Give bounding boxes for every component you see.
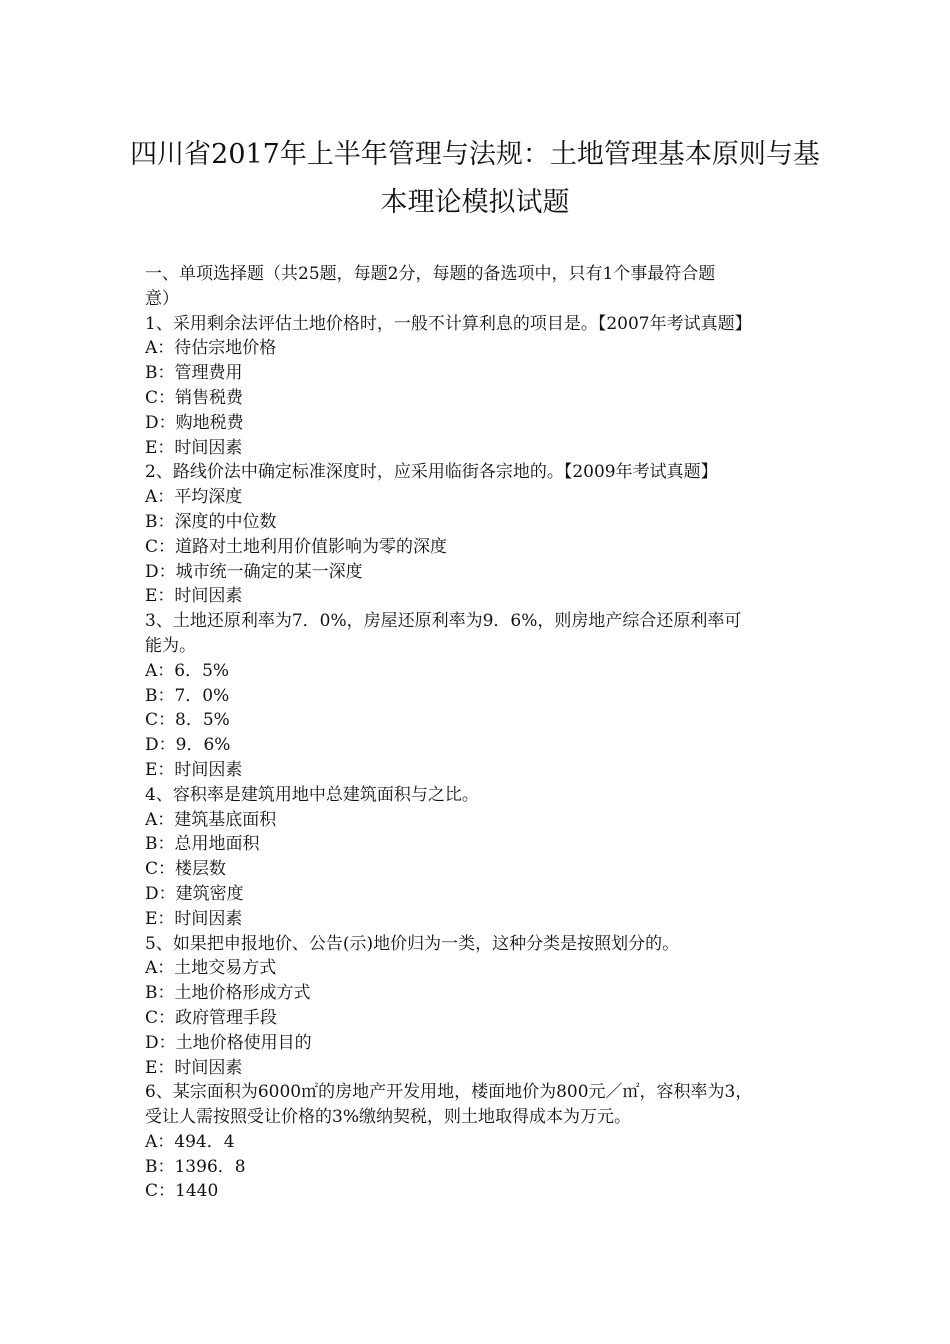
document-line: B：深度的中位数 xyxy=(145,511,277,532)
document-line: 6、某宗面积为6000㎡的房地产开发用地，楼面地价为800元／㎡，容积率为3， xyxy=(145,1082,753,1103)
document-line: 能为。 xyxy=(145,635,196,656)
document-line: 3、土地还原利率为7．0%，房屋还原利率为9．6%，则房地产综合还原利率可 xyxy=(145,611,742,632)
document-title-line-1: 四川省2017年上半年管理与法规：土地管理基本原则与基 xyxy=(130,139,820,170)
document-line: 1、采用剩余法评估土地价格时，一般不计算利息的项目是。【2007年考试真题】 xyxy=(145,313,752,334)
document-line: C：1440 xyxy=(145,1181,219,1202)
document-line: B：1396．8 xyxy=(145,1156,246,1177)
document-line: B：总用地面积 xyxy=(145,834,260,855)
document-line: 意） xyxy=(145,288,179,309)
document-line: C：销售税费 xyxy=(145,387,244,408)
document-line: A：建筑基底面积 xyxy=(145,809,277,830)
document-line: D：购地税费 xyxy=(145,412,244,433)
document-line: D：土地价格使用目的 xyxy=(145,1032,312,1053)
document-line: A：6．5% xyxy=(145,660,230,681)
document-line: D：建筑密度 xyxy=(145,883,244,904)
document-line: C：楼层数 xyxy=(145,859,227,880)
document-line: E：时间因素 xyxy=(145,437,243,458)
document-line: E：时间因素 xyxy=(145,586,243,607)
document-line: 4、容积率是建筑用地中总建筑面积与之比。 xyxy=(145,784,479,805)
document-line: A：平均深度 xyxy=(145,487,243,508)
document-line: 2、路线价法中确定标准深度时，应采用临街各宗地的。【2009年考试真题】 xyxy=(145,462,718,483)
document-line: E：时间因素 xyxy=(145,1057,243,1078)
document-body xyxy=(145,262,810,1204)
document-line: 5、如果把申报地价、公告(示)地价归为一类，这种分类是按照划分的。 xyxy=(145,933,680,954)
document-line: E：时间因素 xyxy=(145,908,243,929)
document-line: E：时间因素 xyxy=(145,759,243,780)
document-line: A：494．4 xyxy=(145,1131,235,1152)
document-line: A：土地交易方式 xyxy=(145,958,277,979)
document-title-line-2: 本理论模拟试题 xyxy=(380,187,570,218)
document-line: C：8．5% xyxy=(145,710,230,731)
document-line: C：道路对土地利用价值影响为零的深度 xyxy=(145,536,448,557)
document-line: 一、单项选择题（共25题，每题2分，每题的备选项中，只有1个事最符合题 xyxy=(145,264,716,284)
document-line: B：管理费用 xyxy=(145,363,243,384)
document-line: B：7．0% xyxy=(145,685,230,706)
document-line: 受让人需按照受让价格的3%缴纳契税，则土地取得成本为万元。 xyxy=(145,1107,631,1128)
document-line: B：土地价格形成方式 xyxy=(145,983,311,1004)
document-line: D：9．6% xyxy=(145,735,231,756)
document-line: D：城市统一确定的某一深度 xyxy=(145,561,363,582)
document-line: A：待估宗地价格 xyxy=(145,338,277,359)
document-line: C：政府管理手段 xyxy=(145,1007,278,1028)
